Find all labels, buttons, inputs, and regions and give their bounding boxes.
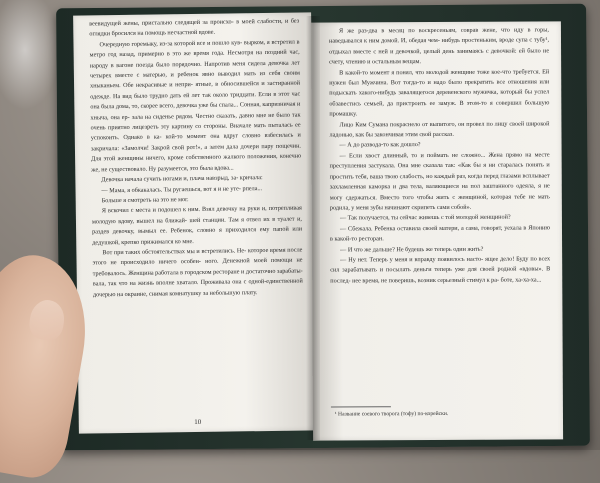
paragraph: В какой-то момент я понял, что молодой женщине тоже кое-что требуется. Ей нужен был Мужчина. Вот тогда-то и надо было прекратить все отношения или подыскать хакого-нибудь завалящегося деревенского мужичка, который бы успел обзавестись семьей, да пристроить ее замуж. В этом-то я совершил большую промашку.	[329, 68, 550, 118]
paragraph: — Ну нет. Теперь у меня и вправду появилось насто- ящее дело! Буду по всех сил зарабатывать и посылать деньги теперь уже для своей родной «вдовы». В послед- нее время, не поверишь, возник серьезный стимул к ра- боте, ха-ха-ха...	[330, 255, 551, 285]
paragraph: — Если хвост длинный, то и поймать не сложно... Жена прямо на месте преступления застукала. Она мне сказала так: «Как бы я ни старалась понять и простить тебя, ваша твою слабость, но каждый раз, когда перед глазами всплывает захламленная каморка и два тела, валяющиеся на пол заштанного одеяла, я не могу сдержаться. Вместо того чтобы жить с женщиной, которая тебе не мать родила, у меня зубы начинают скрипеть сами собой».	[329, 151, 550, 212]
left-page-text	[89, 17, 303, 301]
paragraph: — И что же дальше? Не будешь же теперь один жить?	[340, 245, 484, 254]
page-number: 10	[194, 417, 202, 427]
left-page	[73, 12, 317, 433]
paragraph: — Мама, я обкакалась. Ты ругаешься, вот я и не уте- рпела...	[101, 184, 263, 194]
paragraph: Я вскочил с места и подошел к ним. Взял девочку на руки и, потрепливая молодую вдову, вышел на ближай- шей станции. Там я отвел их в туалет и, раздев девочку, вымыл ее. Ребенок, словно я приходился ему папой или дедушкой, крепко прижимался ко мне.	[91, 204, 303, 246]
footnote: ¹ Название соевого творога (тофу) по-корейски.	[334, 410, 449, 418]
paragraph: — А до развода-то как дошло?	[339, 141, 421, 149]
paragraph: Девочка начала сучить ногами и, плача навзрыд, за- кричала:	[101, 174, 263, 184]
paragraph: Вот при таких обстоятельствах мы и встретились. Не- которое время после этого не происходило ничего особен- ного. Денежной моей помощи не требовалось. Женщина работала в городском ресторане и достаточно зарабаты- вала, так что на жизнь вполне хватало. Проживала она с одной-единственной дочерью на окраине, снимая комнатушку за небольшую плату.	[92, 246, 303, 298]
right-page	[311, 21, 563, 440]
book-gutter-shadow	[306, 16, 320, 440]
footnote-divider	[331, 406, 391, 407]
paragraph: Очередную горемыку, из-за которой все и пошло кув- вырком, я встретил в метро год назад, примерно в это же время года. Несмотря на поздний час, народу в вагоне поезда было порядочно. Напротив меня сидела девочка лет четырех вместе с матерью, и ребенок явно выводил мать из себя своим хныканьем. Обе некрасивые и непри- ятные, в обносившейся и застиранной одежде. На вид было трудно дать ей лет так около тридцати. Если в этот час она была дома, то, скорее всего, девочка уже бы спала... Сонная, капризничая и хныча, она ер- зала на сиденье рядом. Честно сказать, давно мне не было так очень приятно лицезреть эту картину со стороны. Вначале мать пыталась ее успокоить. Однако в ка- кой-то момент она вдруг словно взбесилась и закричала: «Замолчи! Закрой свой рот!», а затем дала дочери пару пощечин. Для этой женщины ничего, кроме собственного жалкого положения, конечно же, не существовало. Ну разумеется, это была вдова...	[89, 38, 302, 174]
paragraph: — Сбежала. Ребенка оставила своей матери, а сама, говорят, уехала в Японию в какой-то ресторан.	[330, 224, 551, 243]
paragraph: Больше я смотреть на это не мог.	[101, 195, 189, 205]
paragraph: Лицо Ким Сумана покраснело от выпитого, он провел по лицу своей широкой ладонью, как бы закончивая этим свой рассказ.	[329, 120, 550, 139]
paragraph: Я же раз-два в месяц по воскресеньям, соврав жене, что иду в горы, наведывался к ним домой. И, обедая чем- нибудь простеньким, вроде супа с тубу¹, отдыхал вместе с ней и девочкой, целый день занимаясь с девочкой: ей было не счету, чтению и остальным вещам.	[328, 26, 550, 66]
window-glare	[0, 0, 60, 110]
paragraph: — Так получается, ты сейчас живешь с той молодой женщиной?	[339, 213, 511, 222]
right-page-text	[329, 25, 550, 286]
paragraph: веевидущей жены, пристально следящей за происхо- в моей слабости, и без оглядки бросился на помощь несчастной вдове.	[89, 17, 300, 38]
